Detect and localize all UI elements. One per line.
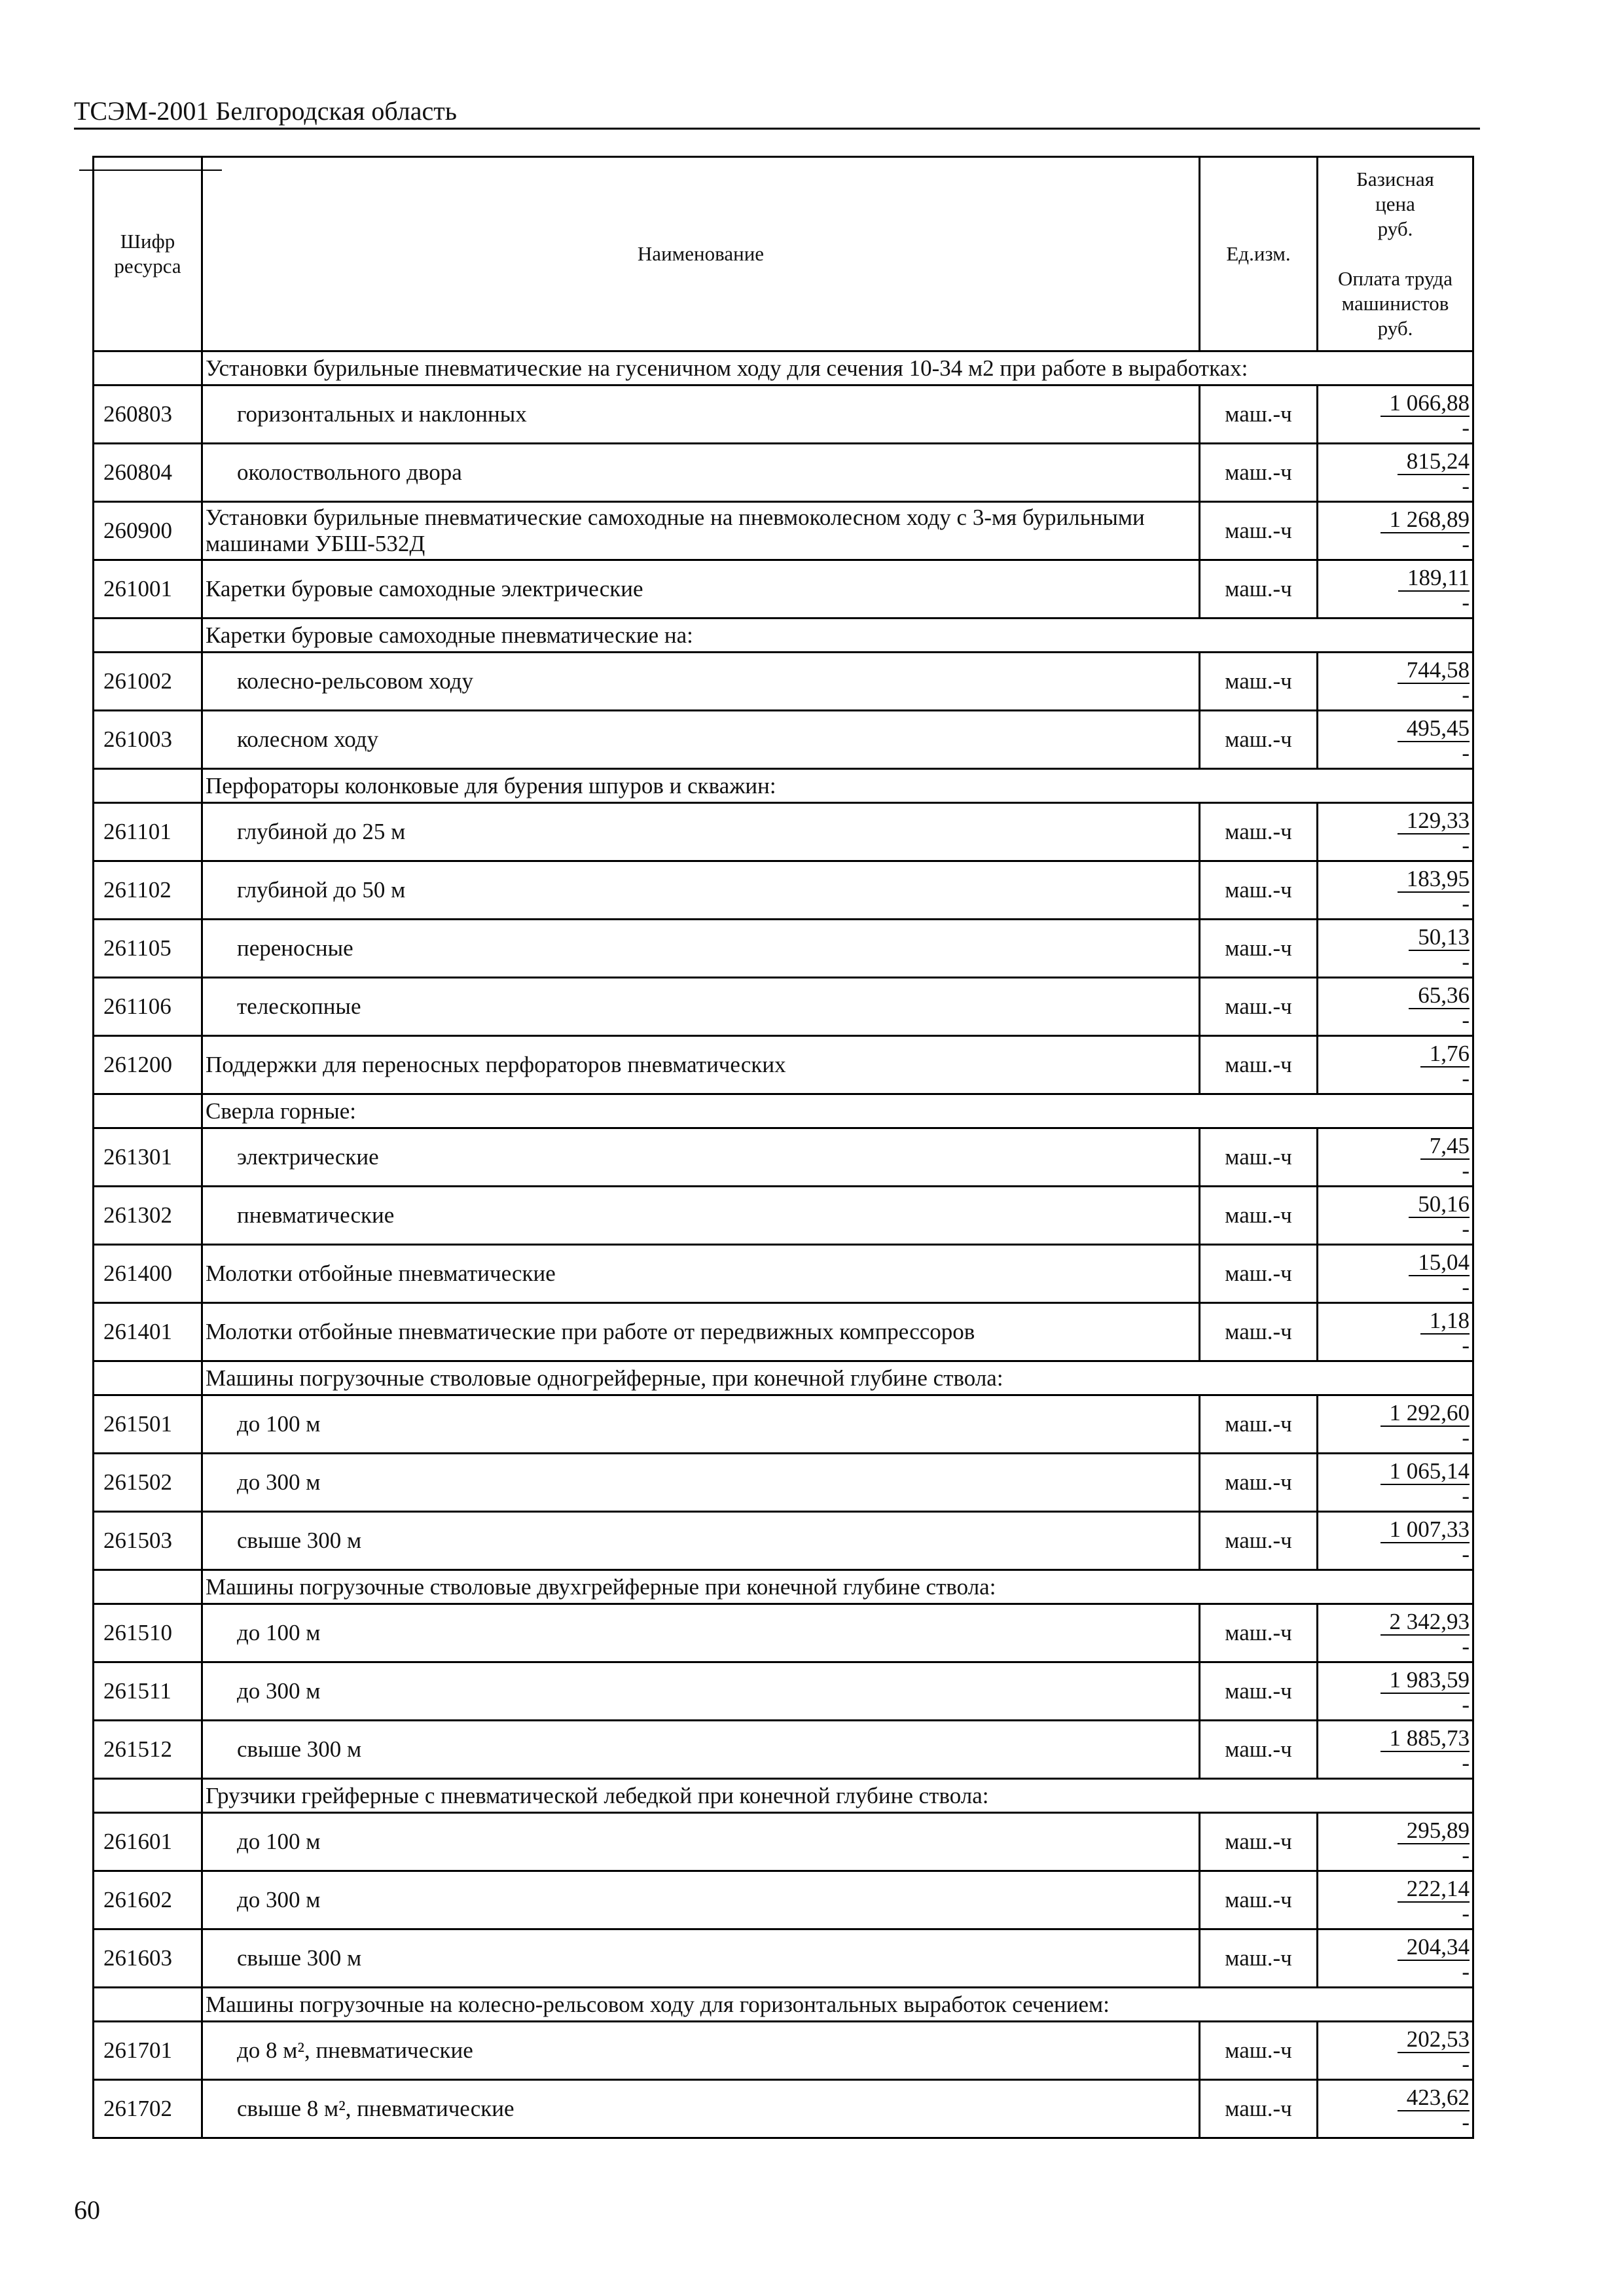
resource-name: до 8 м², пневматические [202,2022,1200,2080]
base-price: 189,11 [1398,565,1470,592]
title-rule [74,128,1480,130]
resource-code: 261302 [94,1187,202,1245]
table-header [94,157,1473,351]
price-cell [1318,861,1473,920]
col-header-price-line-2: цена [1375,192,1415,215]
unit-of-measure: маш.-ч [1200,1395,1318,1454]
table-row [94,2080,1473,2138]
table-row [94,1454,1473,1512]
unit-of-measure: маш.-ч [1200,502,1318,560]
base-price: 423,62 [1398,2085,1470,2111]
resource-code: 261001 [94,560,202,619]
resource-name: околоствольного двора [202,444,1200,502]
table-row [94,386,1473,444]
unit-of-measure: маш.-ч [1200,560,1318,619]
table-row [94,920,1473,978]
resource-name: Молотки отбойные пневматические [202,1245,1200,1303]
unit-of-measure: маш.-ч [1200,1871,1318,1929]
base-price: 15,04 [1409,1250,1470,1276]
price-cell [1318,653,1473,711]
resource-code: 261101 [94,803,202,861]
labor-cost: - [1462,1749,1470,1776]
resource-name: Установки бурильные пневматические самоходные на пневмоколесном ходу с 3-мя бурильными машинами УБШ-532Д [202,502,1200,560]
unit-of-measure: маш.-ч [1200,711,1318,769]
unit-of-measure: маш.-ч [1200,1454,1318,1512]
resource-name: Поддержки для переносных перфораторов пневматических [202,1036,1200,1094]
table-row [94,444,1473,502]
table-row [94,1604,1473,1662]
table-row [94,1303,1473,1361]
table-row [94,1721,1473,1779]
resource-code: 261501 [94,1395,202,1454]
base-price: 295,89 [1398,1818,1470,1844]
resource-name: Молотки отбойные пневматические при работе от передвижных компрессоров [202,1303,1200,1361]
group-code-cell [94,1570,202,1604]
labor-cost: - [1462,681,1470,708]
unit-of-measure: маш.-ч [1200,653,1318,711]
base-price: 744,58 [1398,658,1470,684]
resource-code: 261401 [94,1303,202,1361]
labor-cost: - [1462,832,1470,858]
group-row [94,1988,1473,2022]
labor-cost: - [1462,1007,1470,1033]
group-code-cell [94,1361,202,1395]
group-heading: Машины погрузочные стволовые одногрейферные, при конечной глубине ствола: [202,1361,1473,1395]
price-cell [1318,1813,1473,1871]
table-body [94,351,1473,2138]
table-row [94,1512,1473,1570]
labor-cost: - [1462,1842,1470,1868]
col-header-price-gap [1318,242,1472,266]
group-code-cell [94,351,202,386]
group-row [94,1094,1473,1128]
unit-of-measure: маш.-ч [1200,1604,1318,1662]
table-row [94,1036,1473,1094]
base-price: 222,14 [1398,1876,1470,1903]
group-row [94,619,1473,653]
resource-name: колесном ходу [202,711,1200,769]
resource-code: 261106 [94,978,202,1036]
resource-name: до 100 м [202,1813,1200,1871]
table-row [94,1813,1473,1871]
resource-name: Каретки буровые самоходные электрические [202,560,1200,619]
group-heading: Грузчики грейферные с пневматической лебедкой при конечной глубине ствола: [202,1779,1473,1813]
page-title: ТСЭМ-2001 Белгородская область [74,96,457,126]
base-price: 65,36 [1409,983,1470,1009]
labor-cost: - [1462,1633,1470,1659]
labor-cost: - [1462,1065,1470,1091]
resource-code: 260803 [94,386,202,444]
group-heading: Машины погрузочные на колесно-рельсовом ходу для горизонтальных выработок сечением: [202,1988,1473,2022]
labor-cost: - [1462,1157,1470,1183]
group-heading: Каретки буровые самоходные пневматические на: [202,619,1473,653]
price-cell [1318,1454,1473,1512]
resource-name: свыше 300 м [202,1929,1200,1988]
col-header-code-line-2: ресурса [114,255,181,278]
price-cell [1318,711,1473,769]
unit-of-measure: маш.-ч [1200,1128,1318,1187]
base-price: 50,16 [1409,1192,1470,1218]
base-price: 1 065,14 [1380,1459,1470,1485]
resource-code: 261603 [94,1929,202,1988]
base-price: 1,18 [1420,1308,1470,1335]
group-code-cell [94,1988,202,2022]
price-cell [1318,920,1473,978]
unit-of-measure: маш.-ч [1200,1929,1318,1988]
resource-code: 261002 [94,653,202,711]
resource-code: 261102 [94,861,202,920]
resource-code: 261601 [94,1813,202,1871]
col-header-price-line-4: Оплата труда [1338,267,1453,290]
resource-name: свыше 300 м [202,1512,1200,1570]
group-code-cell [94,1779,202,1813]
resource-code: 261702 [94,2080,202,2138]
col-header-price-line-6: руб. [1377,317,1413,340]
resource-code: 260804 [94,444,202,502]
resource-name: глубиной до 50 м [202,861,1200,920]
unit-of-measure: маш.-ч [1200,920,1318,978]
base-price: 129,33 [1398,808,1470,834]
labor-cost: - [1462,1424,1470,1450]
resource-name: телескопные [202,978,1200,1036]
base-price: 50,13 [1409,925,1470,951]
col-header-price-line-5: машинистов [1341,292,1449,315]
col-header-price [1318,157,1473,351]
table-row [94,1187,1473,1245]
labor-cost: - [1462,1332,1470,1358]
resource-name: свыше 300 м [202,1721,1200,1779]
price-cell [1318,2022,1473,2080]
labor-cost: - [1462,2051,1470,2077]
resource-code: 261105 [94,920,202,978]
price-cell [1318,2080,1473,2138]
labor-cost: - [1462,2109,1470,2135]
table-row [94,1929,1473,1988]
resource-name: колесно-рельсовом ходу [202,653,1200,711]
resource-name: до 100 м [202,1604,1200,1662]
page-number: 60 [74,2195,100,2225]
group-row [94,1779,1473,1813]
unit-of-measure: маш.-ч [1200,444,1318,502]
price-cell [1318,1721,1473,1779]
group-heading: Установки бурильные пневматические на гусеничном ходу для сечения 10-34 м2 при работе в выработках: [202,351,1473,386]
col-header-price-line-1: Базисная [1356,168,1434,190]
group-heading: Машины погрузочные стволовые двухгрейферные при конечной глубине ствола: [202,1570,1473,1604]
unit-of-measure: маш.-ч [1200,1512,1318,1570]
base-price: 1 885,73 [1380,1726,1470,1752]
table-row [94,711,1473,769]
base-price: 1 268,89 [1380,507,1470,533]
price-cell [1318,386,1473,444]
price-cell [1318,560,1473,619]
col-header-code-line-1: Шифр [120,230,175,253]
table-row [94,1662,1473,1721]
labor-cost: - [1462,740,1470,766]
price-cell [1318,1303,1473,1361]
base-price: 202,53 [1398,2027,1470,2053]
resource-name: горизонтальных и наклонных [202,386,1200,444]
price-cell [1318,502,1473,560]
base-price: 1,76 [1420,1041,1470,1067]
labor-cost: - [1462,1900,1470,1926]
resource-code: 261503 [94,1512,202,1570]
table-row [94,653,1473,711]
resource-code: 261301 [94,1128,202,1187]
table-row [94,1128,1473,1187]
labor-cost: - [1462,890,1470,916]
resource-code: 261602 [94,1871,202,1929]
labor-cost: - [1462,589,1470,615]
unit-of-measure: маш.-ч [1200,1662,1318,1721]
labor-cost: - [1462,1691,1470,1717]
header-row [94,157,1473,351]
resource-name: глубиной до 25 м [202,803,1200,861]
resource-name: до 300 м [202,1871,1200,1929]
table-row [94,978,1473,1036]
price-cell [1318,1187,1473,1245]
labor-cost: - [1462,1482,1470,1509]
base-price: 495,45 [1398,716,1470,742]
base-price: 1 983,59 [1380,1668,1470,1694]
unit-of-measure: маш.-ч [1200,2080,1318,2138]
table-row [94,1395,1473,1454]
labor-cost: - [1462,1541,1470,1567]
resource-code: 261510 [94,1604,202,1662]
price-cell [1318,1929,1473,1988]
resource-name: до 300 м [202,1454,1200,1512]
group-row [94,769,1473,803]
unit-of-measure: маш.-ч [1200,978,1318,1036]
base-price: 2 342,93 [1380,1609,1470,1636]
resource-price-table [92,156,1474,2139]
group-row [94,351,1473,386]
table-row [94,1245,1473,1303]
table-row [94,2022,1473,2080]
unit-of-measure: маш.-ч [1200,1721,1318,1779]
unit-of-measure: маш.-ч [1200,1187,1318,1245]
unit-of-measure: маш.-ч [1200,386,1318,444]
group-heading: Перфораторы колонковые для бурения шпуров и скважин: [202,769,1473,803]
price-cell [1318,803,1473,861]
group-heading: Сверла горные: [202,1094,1473,1128]
resource-code: 261200 [94,1036,202,1094]
group-row [94,1361,1473,1395]
price-cell [1318,1871,1473,1929]
resource-name: до 300 м [202,1662,1200,1721]
price-cell [1318,1395,1473,1454]
price-cell [1318,1036,1473,1094]
resource-name: переносные [202,920,1200,978]
price-cell [1318,1245,1473,1303]
price-cell [1318,1512,1473,1570]
resource-code: 261003 [94,711,202,769]
labor-cost: - [1462,1274,1470,1300]
table-row [94,560,1473,619]
labor-cost: - [1462,473,1470,499]
labor-cost: - [1462,1958,1470,1984]
price-cell [1318,1128,1473,1187]
resource-code: 261512 [94,1721,202,1779]
table-row [94,803,1473,861]
base-price: 7,45 [1420,1134,1470,1160]
col-header-unit: Ед.изм. [1200,157,1318,351]
price-cell [1318,1662,1473,1721]
unit-of-measure: маш.-ч [1200,1036,1318,1094]
group-code-cell [94,769,202,803]
base-price: 1 292,60 [1380,1401,1470,1427]
price-cell [1318,1604,1473,1662]
resource-name: до 100 м [202,1395,1200,1454]
unit-of-measure: маш.-ч [1200,1245,1318,1303]
group-row [94,1570,1473,1604]
price-cell [1318,978,1473,1036]
group-code-cell [94,1094,202,1128]
resource-code: 261502 [94,1454,202,1512]
resource-code: 261511 [94,1662,202,1721]
unit-of-measure: маш.-ч [1200,1303,1318,1361]
resource-name: свыше 8 м², пневматические [202,2080,1200,2138]
unit-of-measure: маш.-ч [1200,861,1318,920]
resource-code: 260900 [94,502,202,560]
labor-cost: - [1462,531,1470,557]
resource-name: электрические [202,1128,1200,1187]
base-price: 1 007,33 [1380,1517,1470,1543]
unit-of-measure: маш.-ч [1200,2022,1318,2080]
labor-cost: - [1462,1215,1470,1242]
price-cell [1318,444,1473,502]
table-row [94,1871,1473,1929]
base-price: 204,34 [1398,1935,1470,1961]
base-price: 183,95 [1398,867,1470,893]
unit-of-measure: маш.-ч [1200,1813,1318,1871]
resource-code: 261400 [94,1245,202,1303]
col-header-code [94,157,202,351]
labor-cost: - [1462,948,1470,975]
col-header-price-line-3: руб. [1377,217,1413,240]
table-row [94,861,1473,920]
group-code-cell [94,619,202,653]
table-row [94,502,1473,560]
labor-cost: - [1462,414,1470,440]
unit-of-measure: маш.-ч [1200,803,1318,861]
resource-name: пневматические [202,1187,1200,1245]
col-header-name: Наименование [202,157,1200,351]
base-price: 815,24 [1398,449,1470,475]
base-price: 1 066,88 [1380,391,1470,417]
resource-code: 261701 [94,2022,202,2080]
